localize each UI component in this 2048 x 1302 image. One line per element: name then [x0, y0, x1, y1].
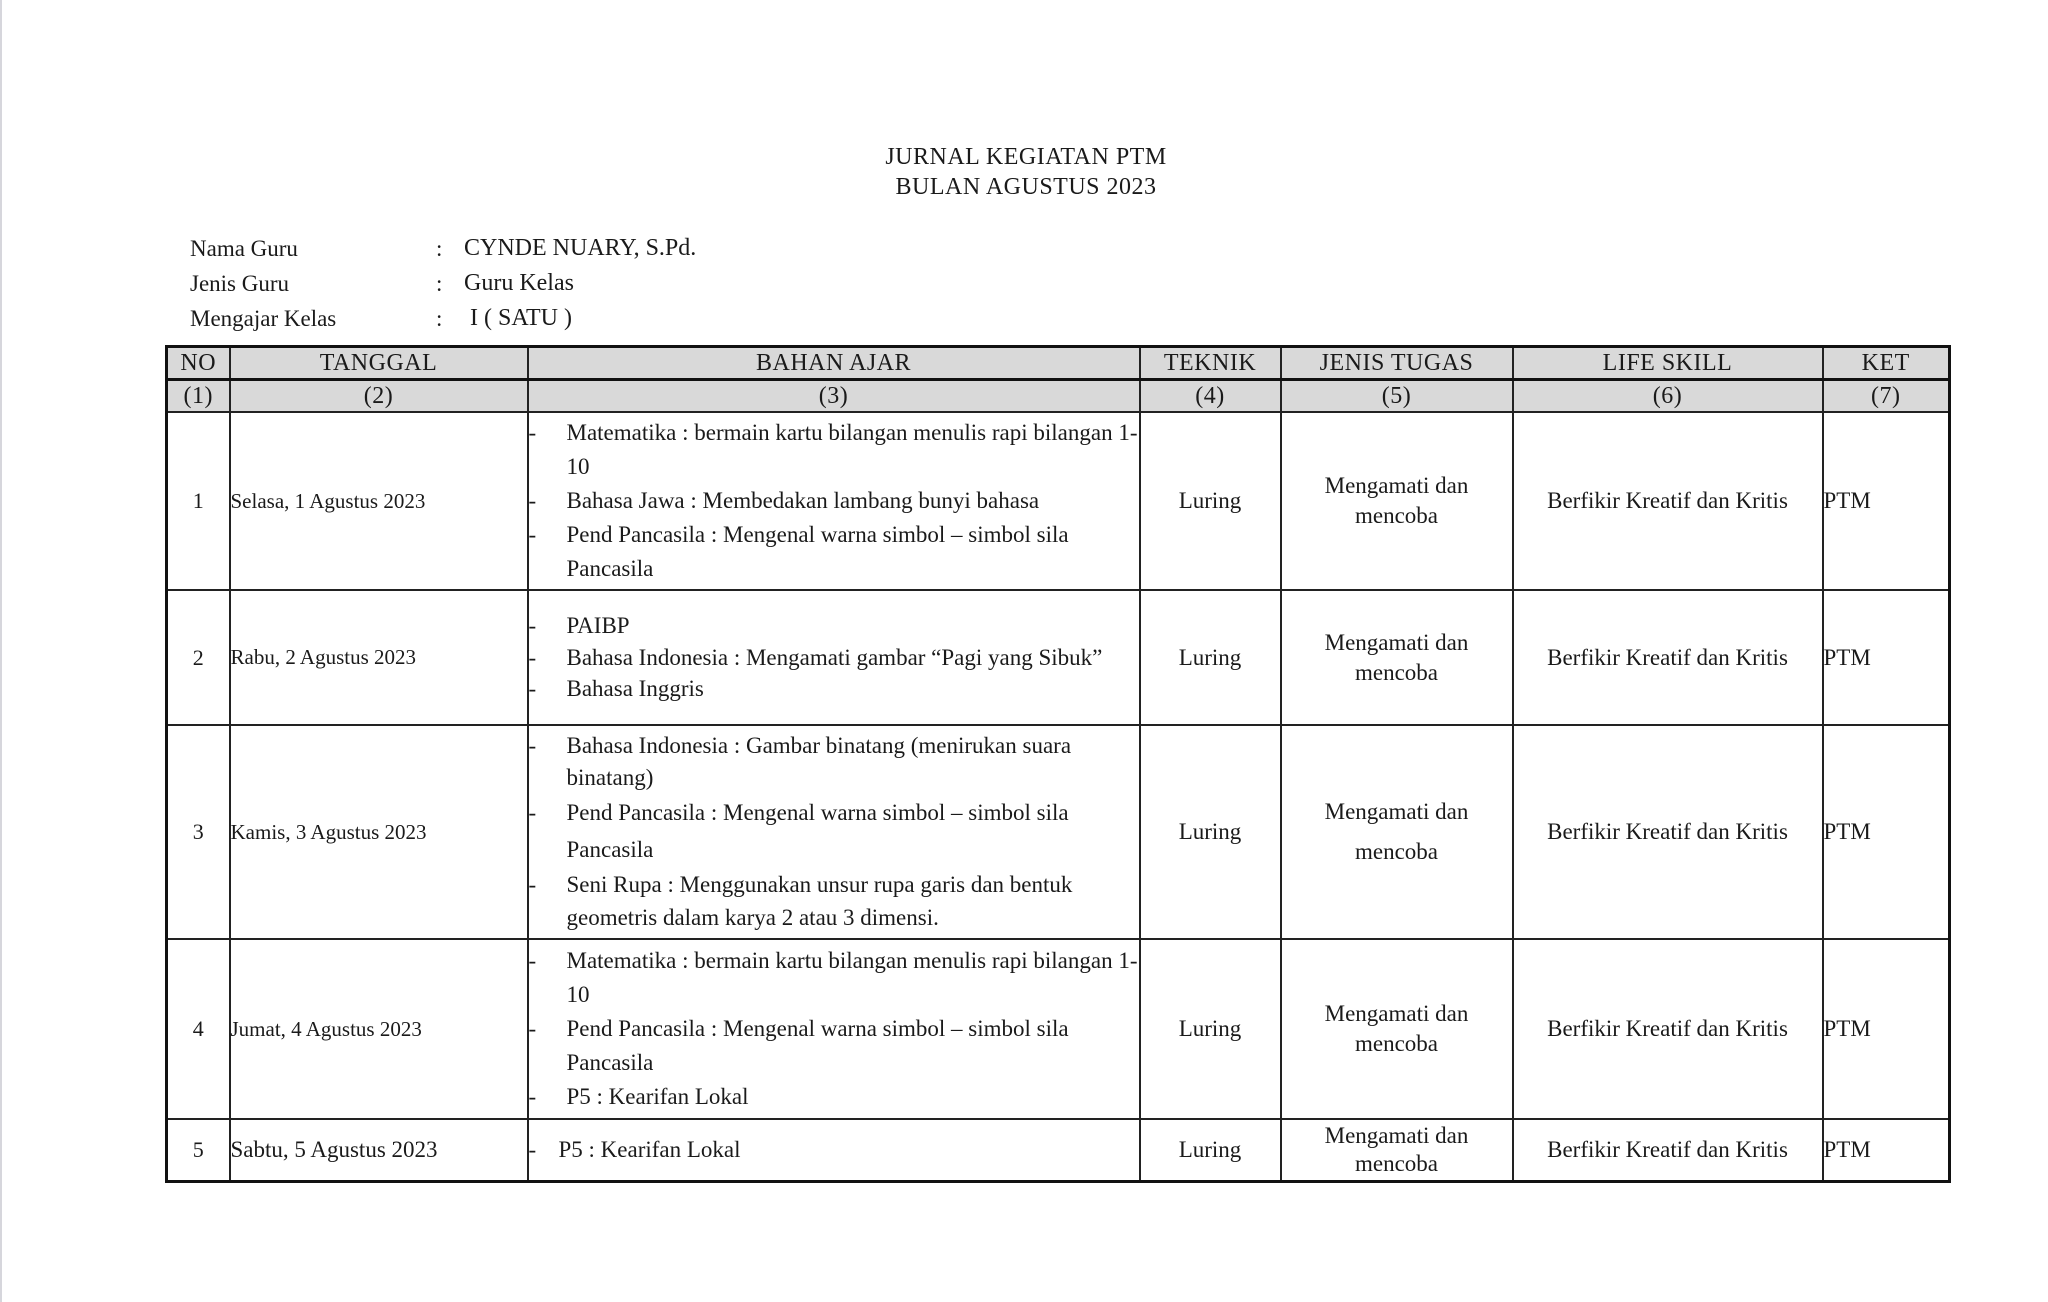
bahan-item-text: Seni Rupa : Menggunakan unsur rupa garis dan bentuk geometris dalam karya 2 atau 3 dimensi.	[566, 872, 1073, 930]
bahan-item-text: Matematika : bermain kartu bilangan menulis rapi bilangan 1-10	[566, 420, 1138, 479]
dash-bullet: -	[528, 488, 537, 513]
table-row	[167, 939, 1950, 1119]
cell-ket: PTM	[1823, 1119, 1950, 1182]
numbering-cell: (7)	[1823, 380, 1950, 413]
bahan-list	[529, 1133, 1139, 1167]
info-colon: :	[436, 270, 443, 296]
cell-bahan-ajar	[528, 725, 1140, 939]
list-item	[529, 1133, 1139, 1167]
cell-teknik: Luring	[1140, 590, 1281, 725]
journal-table	[165, 345, 1951, 1183]
bahan-item-text: P5 : Kearifan Lokal	[566, 1084, 749, 1109]
info-value: CYNDE NUARY, S.Pd.	[464, 235, 697, 261]
cell-ket: PTM	[1823, 939, 1950, 1119]
cell-bahan-ajar	[528, 939, 1140, 1119]
header-bahan-ajar: BAHAN AJAR	[528, 347, 1140, 380]
header-no: NO	[167, 347, 230, 380]
cell-tanggal: Sabtu, 5 Agustus 2023	[230, 1119, 528, 1182]
bahan-item-text: Pend Pancasila : Mengenal warna simbol – simbol sila Pancasila	[566, 522, 1069, 581]
info-label: Nama Guru	[190, 235, 298, 261]
dash-bullet: -	[528, 872, 537, 897]
table-row	[167, 412, 1950, 590]
header-tanggal: TANGGAL	[230, 347, 528, 380]
list-item	[529, 484, 1139, 518]
info-row-jenis-guru	[190, 266, 696, 301]
bahan-item-text: Bahasa Inggris	[566, 676, 704, 701]
bahan-item-text: Matematika : bermain kartu bilangan menulis rapi bilangan 1-10	[566, 948, 1138, 1007]
dash-bullet: -	[528, 1084, 537, 1109]
list-item	[529, 1012, 1139, 1080]
teacher-info	[190, 231, 696, 336]
bahan-list	[529, 609, 1139, 706]
numbering-cell: (1)	[167, 380, 230, 413]
bahan-item-text: Bahasa Jawa : Membedakan lambang bunyi bahasa	[566, 488, 1040, 513]
list-item	[529, 672, 1139, 706]
table-row	[167, 725, 1950, 939]
list-item	[529, 868, 1139, 934]
list-item	[529, 944, 1139, 1012]
bahan-item-text: Bahasa Indonesia : Mengamati gambar “Pagi yang Sibuk”	[566, 645, 1103, 670]
cell-bahan-ajar	[528, 412, 1140, 590]
dash-bullet: -	[528, 420, 537, 445]
cell-teknik: Luring	[1140, 1119, 1281, 1182]
bahan-list	[529, 944, 1139, 1114]
cell-jenis-tugas: Mengamati dan mencoba	[1281, 412, 1513, 590]
numbering-cell: (3)	[528, 380, 1140, 413]
cell-no: 1	[167, 412, 230, 590]
bahan-item-text: Pend Pancasila : Mengenal warna simbol – simbol sila Pancasila	[566, 800, 1069, 862]
info-value: I ( SATU )	[464, 305, 572, 331]
cell-no: 2	[167, 590, 230, 725]
info-value: Guru Kelas	[464, 270, 574, 296]
cell-teknik: Luring	[1140, 939, 1281, 1119]
list-item	[529, 794, 1139, 868]
dash-bullet: -	[528, 1016, 537, 1041]
cell-bahan-ajar	[528, 590, 1140, 725]
document-title: JURNAL KEGIATAN PTM	[885, 144, 1167, 170]
numbering-cell: (5)	[1281, 380, 1513, 413]
cell-no: 5	[167, 1119, 230, 1182]
table-numbering-row	[167, 380, 1950, 413]
numbering-cell: (4)	[1140, 380, 1281, 413]
cell-teknik: Luring	[1140, 725, 1281, 939]
table-row	[167, 590, 1950, 725]
dash-bullet: -	[528, 733, 537, 758]
dash-bullet: -	[528, 1137, 537, 1162]
list-item	[529, 730, 1139, 794]
cell-bahan-ajar	[528, 1119, 1140, 1182]
list-item	[529, 518, 1139, 586]
bahan-item-text: P5 : Kearifan Lokal	[558, 1137, 741, 1162]
dash-bullet: -	[528, 800, 537, 825]
cell-ket: PTM	[1823, 412, 1950, 590]
dash-bullet: -	[528, 613, 537, 638]
cell-jenis-tugas: Mengamati dan mencoba	[1281, 725, 1513, 939]
cell-tanggal: Selasa, 1 Agustus 2023	[230, 412, 528, 590]
cell-no: 4	[167, 939, 230, 1119]
cell-jenis-tugas: Mengamati dan mencoba	[1281, 939, 1513, 1119]
bahan-list	[529, 730, 1139, 934]
list-item	[529, 416, 1139, 484]
info-colon: :	[436, 235, 443, 261]
info-colon: :	[436, 305, 443, 331]
cell-tanggal: Jumat, 4 Agustus 2023	[230, 939, 528, 1119]
dash-bullet: -	[528, 948, 537, 973]
header-ket: KET	[1823, 347, 1950, 380]
cell-ket: PTM	[1823, 590, 1950, 725]
info-label: Jenis Guru	[190, 270, 290, 296]
header-jenis-tugas: JENIS TUGAS	[1281, 347, 1513, 380]
cell-life-skill: Berfikir Kreatif dan Kritis	[1513, 412, 1823, 590]
cell-life-skill: Berfikir Kreatif dan Kritis	[1513, 725, 1823, 939]
cell-teknik: Luring	[1140, 412, 1281, 590]
list-item	[529, 643, 1139, 672]
bahan-item-text: PAIBP	[566, 613, 630, 638]
bahan-list	[529, 416, 1139, 586]
cell-tanggal: Kamis, 3 Agustus 2023	[230, 725, 528, 939]
bahan-item-text: Bahasa Indonesia : Gambar binatang (menirukan suara binatang)	[566, 733, 1072, 790]
info-label: Mengajar Kelas	[190, 305, 337, 331]
bahan-item-text: Pend Pancasila : Mengenal warna simbol – simbol sila Pancasila	[566, 1016, 1069, 1075]
numbering-cell: (6)	[1513, 380, 1823, 413]
header-life-skill: LIFE SKILL	[1513, 347, 1823, 380]
cell-life-skill: Berfikir Kreatif dan Kritis	[1513, 939, 1823, 1119]
list-item	[529, 609, 1139, 643]
cell-jenis-tugas: Mengamati dan mencoba	[1281, 590, 1513, 725]
table-header-row	[167, 347, 1950, 380]
numbering-cell: (2)	[230, 380, 528, 413]
info-row-mengajar-kelas	[190, 301, 696, 336]
dash-bullet: -	[528, 645, 537, 670]
document-subtitle: BULAN AGUSTUS 2023	[895, 174, 1157, 200]
cell-life-skill: Berfikir Kreatif dan Kritis	[1513, 590, 1823, 725]
table-row	[167, 1119, 1950, 1182]
info-row-nama-guru	[190, 231, 696, 266]
dash-bullet: -	[528, 522, 537, 547]
cell-life-skill: Berfikir Kreatif dan Kritis	[1513, 1119, 1823, 1182]
dash-bullet: -	[528, 676, 537, 701]
cell-ket: PTM	[1823, 725, 1950, 939]
cell-no: 3	[167, 725, 230, 939]
header-teknik: TEKNIK	[1140, 347, 1281, 380]
list-item	[529, 1080, 1139, 1114]
cell-tanggal: Rabu, 2 Agustus 2023	[230, 590, 528, 725]
cell-jenis-tugas: Mengamati dan mencoba	[1281, 1119, 1513, 1182]
